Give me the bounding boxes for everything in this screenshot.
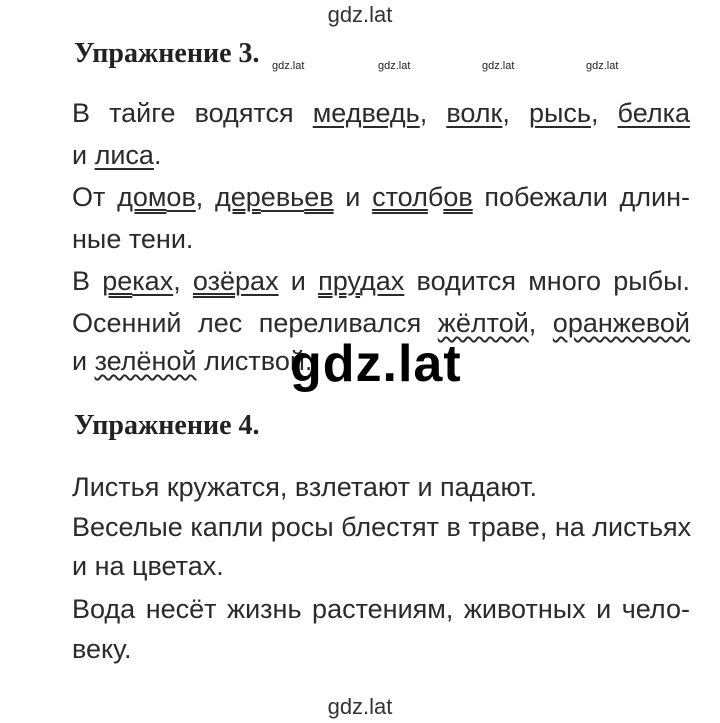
word-ending: рах [235,266,279,296]
word-root: дер [215,182,261,212]
ex3-line-7 [72,346,312,377]
watermark-small-2: gdz.lat [378,60,411,72]
text: и [333,182,373,212]
watermark-small-1: gdz.lat [272,60,305,72]
text: От [72,182,118,212]
ex3-line-1 [72,98,690,129]
ex4-line-4: Вода несёт жизнь растениям, животных и чело- [72,594,690,624]
watermark-big: gdz.lat [290,335,462,393]
text: В тайге водятся [72,98,313,128]
ex4-line-1: Листья кружатся, взлетают и падают. [72,472,537,502]
word-root: ре [102,266,133,296]
word-wavy: зелёной [94,346,197,376]
word-root: пру [318,266,361,296]
word-ending: ов [166,182,196,212]
text: и [72,140,95,170]
watermark-bottom: gdz.lat [327,694,393,719]
word-suffix: евь [260,182,305,212]
text: , [590,98,618,128]
text: , [419,98,447,128]
word-ending: ках [132,266,174,296]
text: побежали длин- [472,182,690,212]
text: водится много рыбы. [404,266,690,296]
word-wavy: оранжевой [552,308,690,338]
text: . [153,140,162,170]
text: листвой. [196,346,313,376]
text: В [72,266,103,296]
watermark-small-4: gdz.lat [586,60,619,72]
ex4-line-3: и на цветах. [72,551,224,581]
ex3-line-4: ные тени. [72,224,194,254]
text: , [502,98,529,128]
text: , [173,266,193,296]
ex3-line-3 [72,182,690,213]
watermark-top: gdz.lat [327,2,393,27]
watermark-small-3: gdz.lat [482,60,515,72]
ex3-line-2 [72,140,161,171]
word-underlined: волк [446,98,503,128]
exercise-4-heading: Упражнение 4. [74,410,260,441]
word-root: дом [117,182,167,212]
word-underlined: медведь [312,98,420,128]
text: и [278,266,319,296]
text: , [195,182,215,212]
ex4-line-2: Веселые капли росы блестят в траве, на листьях [72,512,692,542]
word-underlined: белка [617,98,691,128]
word-ending: дах [360,266,405,296]
exercise-3-heading: Упражнение 3. [74,38,260,69]
text: , [528,308,553,338]
word-root: озё [192,266,236,296]
text: Осенний лес переливался [72,308,438,338]
word-ending: ев [304,182,334,212]
word-wavy: жёлтой [437,308,529,338]
ex3-line-5 [72,266,690,297]
text: б [427,182,444,212]
word-underlined: лиса [94,140,154,170]
word-ending: ов [443,182,473,212]
word-underlined: рысь [528,98,591,128]
ex4-line-5: веку. [72,634,132,664]
word-root: стол [372,182,428,212]
text: и [72,346,95,376]
